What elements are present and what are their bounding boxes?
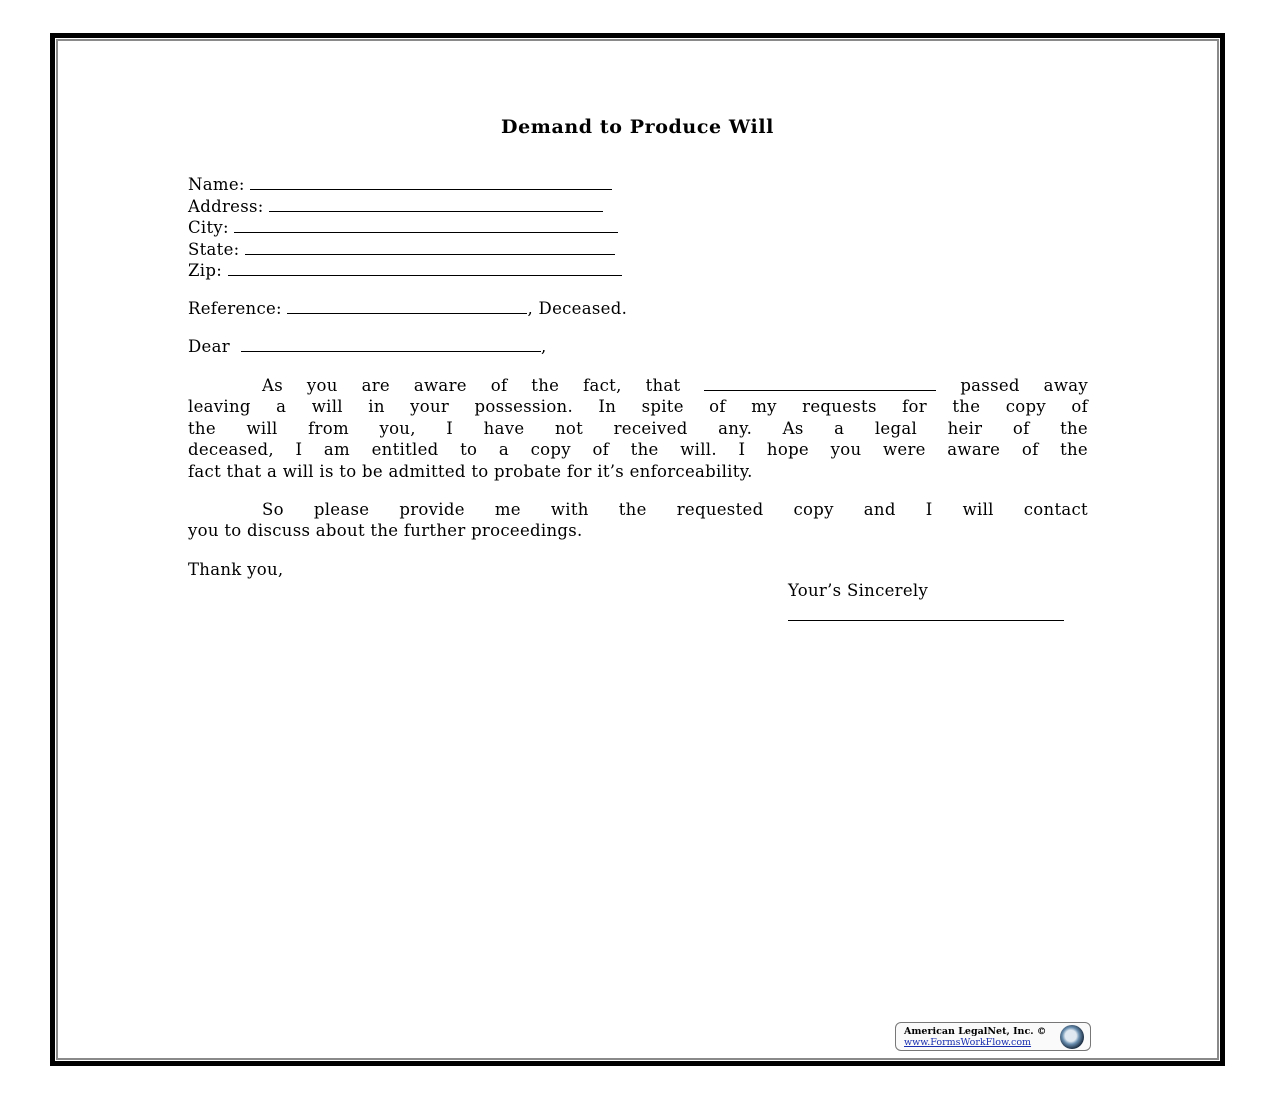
zip-field: Zip: [188, 260, 622, 282]
paragraph1-line: fact that a will is to be admitted to probate for it’s enforceability. [188, 462, 753, 481]
zip-blank[interactable] [228, 260, 622, 276]
logo-company: American LegalNet, Inc. © [904, 1026, 1047, 1037]
paragraph2-line: So please provide me with the requested copy and I will contact [262, 500, 1088, 519]
name-field: Name: [188, 174, 612, 196]
name-blank[interactable] [250, 174, 612, 190]
reference-blank[interactable] [287, 298, 527, 314]
address-field: Address: [188, 196, 603, 218]
signature-line[interactable] [788, 620, 1064, 621]
deceased-blank[interactable] [704, 375, 936, 391]
city-blank[interactable] [234, 217, 618, 233]
document-title: Demand to Produce Will [501, 116, 774, 138]
reference-line: Reference: , Deceased. [188, 299, 628, 318]
footer-logo [895, 1022, 1091, 1051]
city-field: City: [188, 217, 618, 239]
dear-blank[interactable] [241, 336, 541, 352]
closing: Thank you, [188, 560, 284, 579]
salutation: Dear , [188, 337, 547, 356]
address-blank[interactable] [269, 196, 603, 212]
paragraph1-line: As you are aware of the fact, that passed away [262, 376, 1088, 395]
state-field: State: [188, 239, 615, 261]
logo-link[interactable]: www.FormsWorkFlow.com [904, 1037, 1032, 1048]
signoff: Your’s Sincerely [788, 581, 929, 600]
paragraph1-line: deceased, I am entitled to a copy of the will. I hope you were aware of the [188, 440, 1088, 459]
paragraph2-line: you to discuss about the further proceedings. [188, 521, 583, 540]
paragraph1-line: leaving a will in your possession. In spite of my requests for the copy of [188, 397, 1088, 416]
paragraph1-line: the will from you, I have not received any. As a legal heir of the [188, 419, 1088, 438]
state-blank[interactable] [245, 239, 615, 255]
globe-icon [1060, 1025, 1084, 1049]
